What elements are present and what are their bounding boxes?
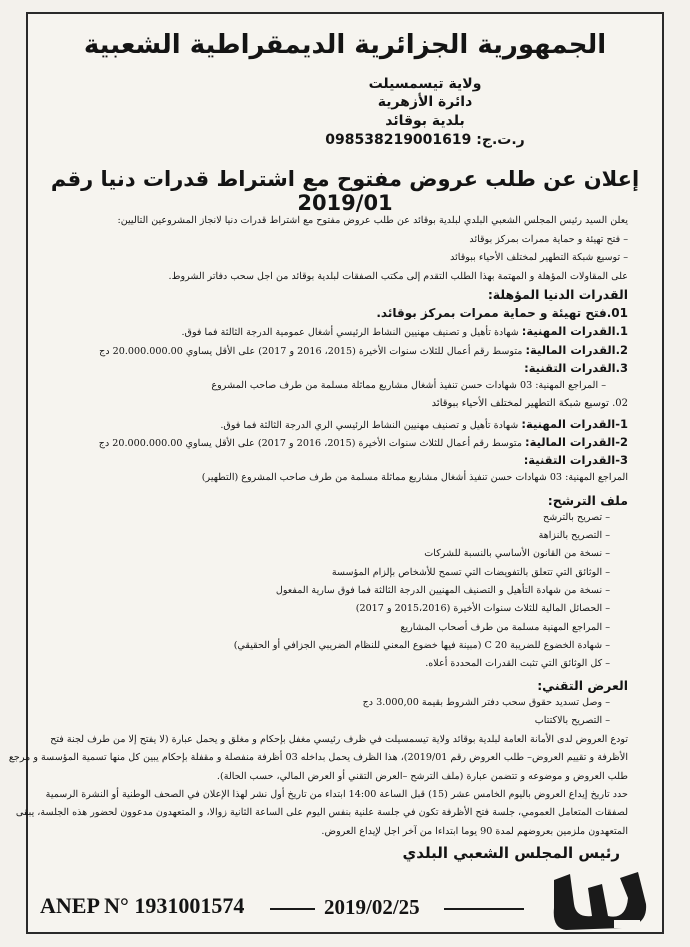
- lot1-title: 01.فتح تهيئة و حماية ممرات بمركز بوقائد.: [376, 306, 628, 320]
- lot2-professional-text: شهادة تأهيل و تصنيف مهنيين النشاط الرئيسي الري الدرجة الثالثة فما فوق.: [220, 420, 519, 431]
- lot1-financial: [60, 343, 628, 357]
- lot1-technical-label: 3.القدرات التقنية:: [524, 361, 628, 375]
- candidacy-item: – المراجع المهنية مسلمة من طرف أصحاب المشاريع: [400, 622, 610, 633]
- anep-number: ANEP N° 1931001574: [40, 893, 245, 918]
- lot1-financial-label: 2.القدرات المالية:: [525, 343, 628, 357]
- candidacy-heading: ملف الترشح:: [547, 493, 628, 508]
- deposit-line: الأظرفة و تقييم العروض– طلب العروض رقم 2019/01)، هذا الظرف يحمل بداخله 03 أظرفة منفصلة و مقفلة بإحكام يبين كل منها تسمية المؤسسة و مرجع: [8, 752, 628, 763]
- intro-line: يعلن السيد رئيس المجلس الشعبي البلدي لبلدية بوقائد عن طلب عروض مفتوح مع اشتراط قدرات دنيا لانجاز المشروعين التاليين:: [117, 215, 628, 226]
- intro-project-1: – فتح تهيئة و حماية ممرات بمركز بوقائد: [469, 234, 628, 245]
- lot1-professional-label: 1.القدرات المهنية:: [521, 324, 628, 338]
- deadline-line: المتعهدون ملزمين بعروضهم لمدة 90 يوما ابتداءا من آخر اجل لإيداع العروض.: [321, 826, 628, 837]
- footer-divider: [270, 908, 315, 910]
- candidacy-item: – كل الوثائق التي تثبت القدرات المحددة أعلاه.: [425, 658, 610, 669]
- lot2-title: 02. توسيع شبكة التطهير لمختلف الأحياء ببوقائد: [431, 398, 628, 409]
- lot2-professional-label: 1-القدرات المهنية:: [521, 417, 628, 431]
- announcement-title: إعلان عن طلب عروض مفتوح مع اشتراط قدرات دنيا رقم 2019/01: [50, 167, 640, 215]
- deadline-line: لصفقات المتعامل العمومي، جلسة فتح الأظرفة تكون في جلسة علنية بنفس اليوم على الساعة الثانية زوالا، و المتعهدون مدعوون لحضور هذه الجلسة، يبقى: [15, 807, 628, 818]
- candidacy-item: – نسخة من القانون الأساسي بالنسبة للشركات: [424, 548, 610, 559]
- nif-line: ر.ت.ج: 098538219001619: [325, 132, 525, 148]
- candidacy-item: – الحصائل المالية للثلاث سنوات الأخيرة (2015،2016 و 2017): [355, 603, 610, 614]
- daira-line: دائرة الأزهرية: [377, 94, 473, 110]
- technical-offer-heading: العرض التقني:: [537, 678, 628, 693]
- deposit-line: طلب العروض و موضوعه و تتضمن عبارة (ملف الترشح –العرض التقني أو العرض المالي، حسب الحالة).: [216, 771, 628, 782]
- lot2-professional: [60, 417, 628, 431]
- newspaper-logo: [548, 860, 652, 932]
- commune-line: بلدية بوقائد: [385, 113, 465, 129]
- deadline-line: حدد تاريخ إيداع العروض باليوم الخامس عشر (15) قبل الساعة 14:00 ابتداء من تاريخ أول نشر لهذا الإعلان في الصحف الوطنية أو النشرة الرسمية: [45, 789, 628, 800]
- lot2-financial-label: 2-القدرات المالية:: [525, 435, 628, 449]
- deposit-line: تودع العروض لدى الأمانة العامة لبلدية بوقائد ولاية تيسمسيلت في ظرف رئيسي مغفل بإحكام و مغلق و يحمل عبارة (لا يفتح إلا من طرف لجنة فتح: [50, 734, 628, 745]
- candidacy-item: – التصريح بالنزاهة: [538, 530, 610, 541]
- technical-offer-item: – وصل تسديد حقوق سحب دفتر الشروط بقيمة 3.000,00 دج: [362, 697, 610, 708]
- lot1-professional-text: شهادة تأهيل و تصنيف مهنيين النشاط الرئيسي أشغال عمومية الدرجة الثالثة فما فوق.: [181, 327, 519, 338]
- signature: رئيس المجلس الشعبي البلدي: [402, 844, 620, 862]
- lot2-financial: [60, 435, 628, 449]
- republic-header: الجمهورية الجزائرية الديمقراطية الشعبية: [83, 30, 607, 60]
- lot1-professional: [60, 324, 628, 338]
- publication-date: 2019/02/25: [324, 895, 420, 919]
- candidacy-item: – تصريح بالترشح: [543, 512, 610, 523]
- technical-offer-item: – التصريح بالاكتتاب: [534, 715, 610, 726]
- lot2-technical-label: 3-القدرات التقنية:: [523, 453, 628, 467]
- wilaya-line: ولاية تيسمسيلت: [368, 76, 482, 92]
- intro-instructions: على المقاولات المؤهلة و المهتمة بهذا الطلب التقدم إلى مكتب الصفقات لبلدية بوقائد من اجل سحب دفاتر الشروط.: [168, 271, 628, 282]
- lot2-financial-text: متوسط رقم أعمال للثلاث سنوات الأخيرة (2015، 2016 و 2017) على الأقل يساوي 20.000.000.00 دج: [98, 438, 522, 449]
- candidacy-item: – نسخة من شهادة التأهيل و التصنيف المهنيين الدرجة الثالثة فما فوق سارية المفعول: [275, 585, 610, 596]
- min-capacities-heading: القدرات الدنيا المؤهلة:: [487, 287, 628, 302]
- lot1-financial-text: متوسط رقم أعمال للثلاث سنوات الأخيرة (2015، 2016 و 2017) على الأقل يساوي 20.000.000.00 دج: [99, 346, 523, 357]
- candidacy-item: – شهادة الخضوع للضريبة C 20 (مبينة فيها خضوع المعني للنظام الضريبي الجزافي أو الحقيقي): [233, 640, 610, 651]
- intro-project-2: – توسيع شبكة التطهير لمختلف الأحياء ببوقائد: [450, 252, 628, 263]
- footer-divider: [444, 908, 524, 910]
- candidacy-item: – الوثائق التي تتعلق بالتفويضات التي تسمح للأشخاص بإلزام المؤسسة: [331, 567, 610, 578]
- lot1-technical-text: – المراجع المهنية: 03 شهادات حسن تنفيذ أشغال مشاريع مماثلة مسلمة من طرف صاحب المشروع: [211, 380, 606, 391]
- lot2-technical-text: المراجع المهنية: 03 شهادات حسن تنفيذ أشغال مشاريع مماثلة مسلمة من طرف صاحب المشروع (التطهير): [201, 472, 628, 483]
